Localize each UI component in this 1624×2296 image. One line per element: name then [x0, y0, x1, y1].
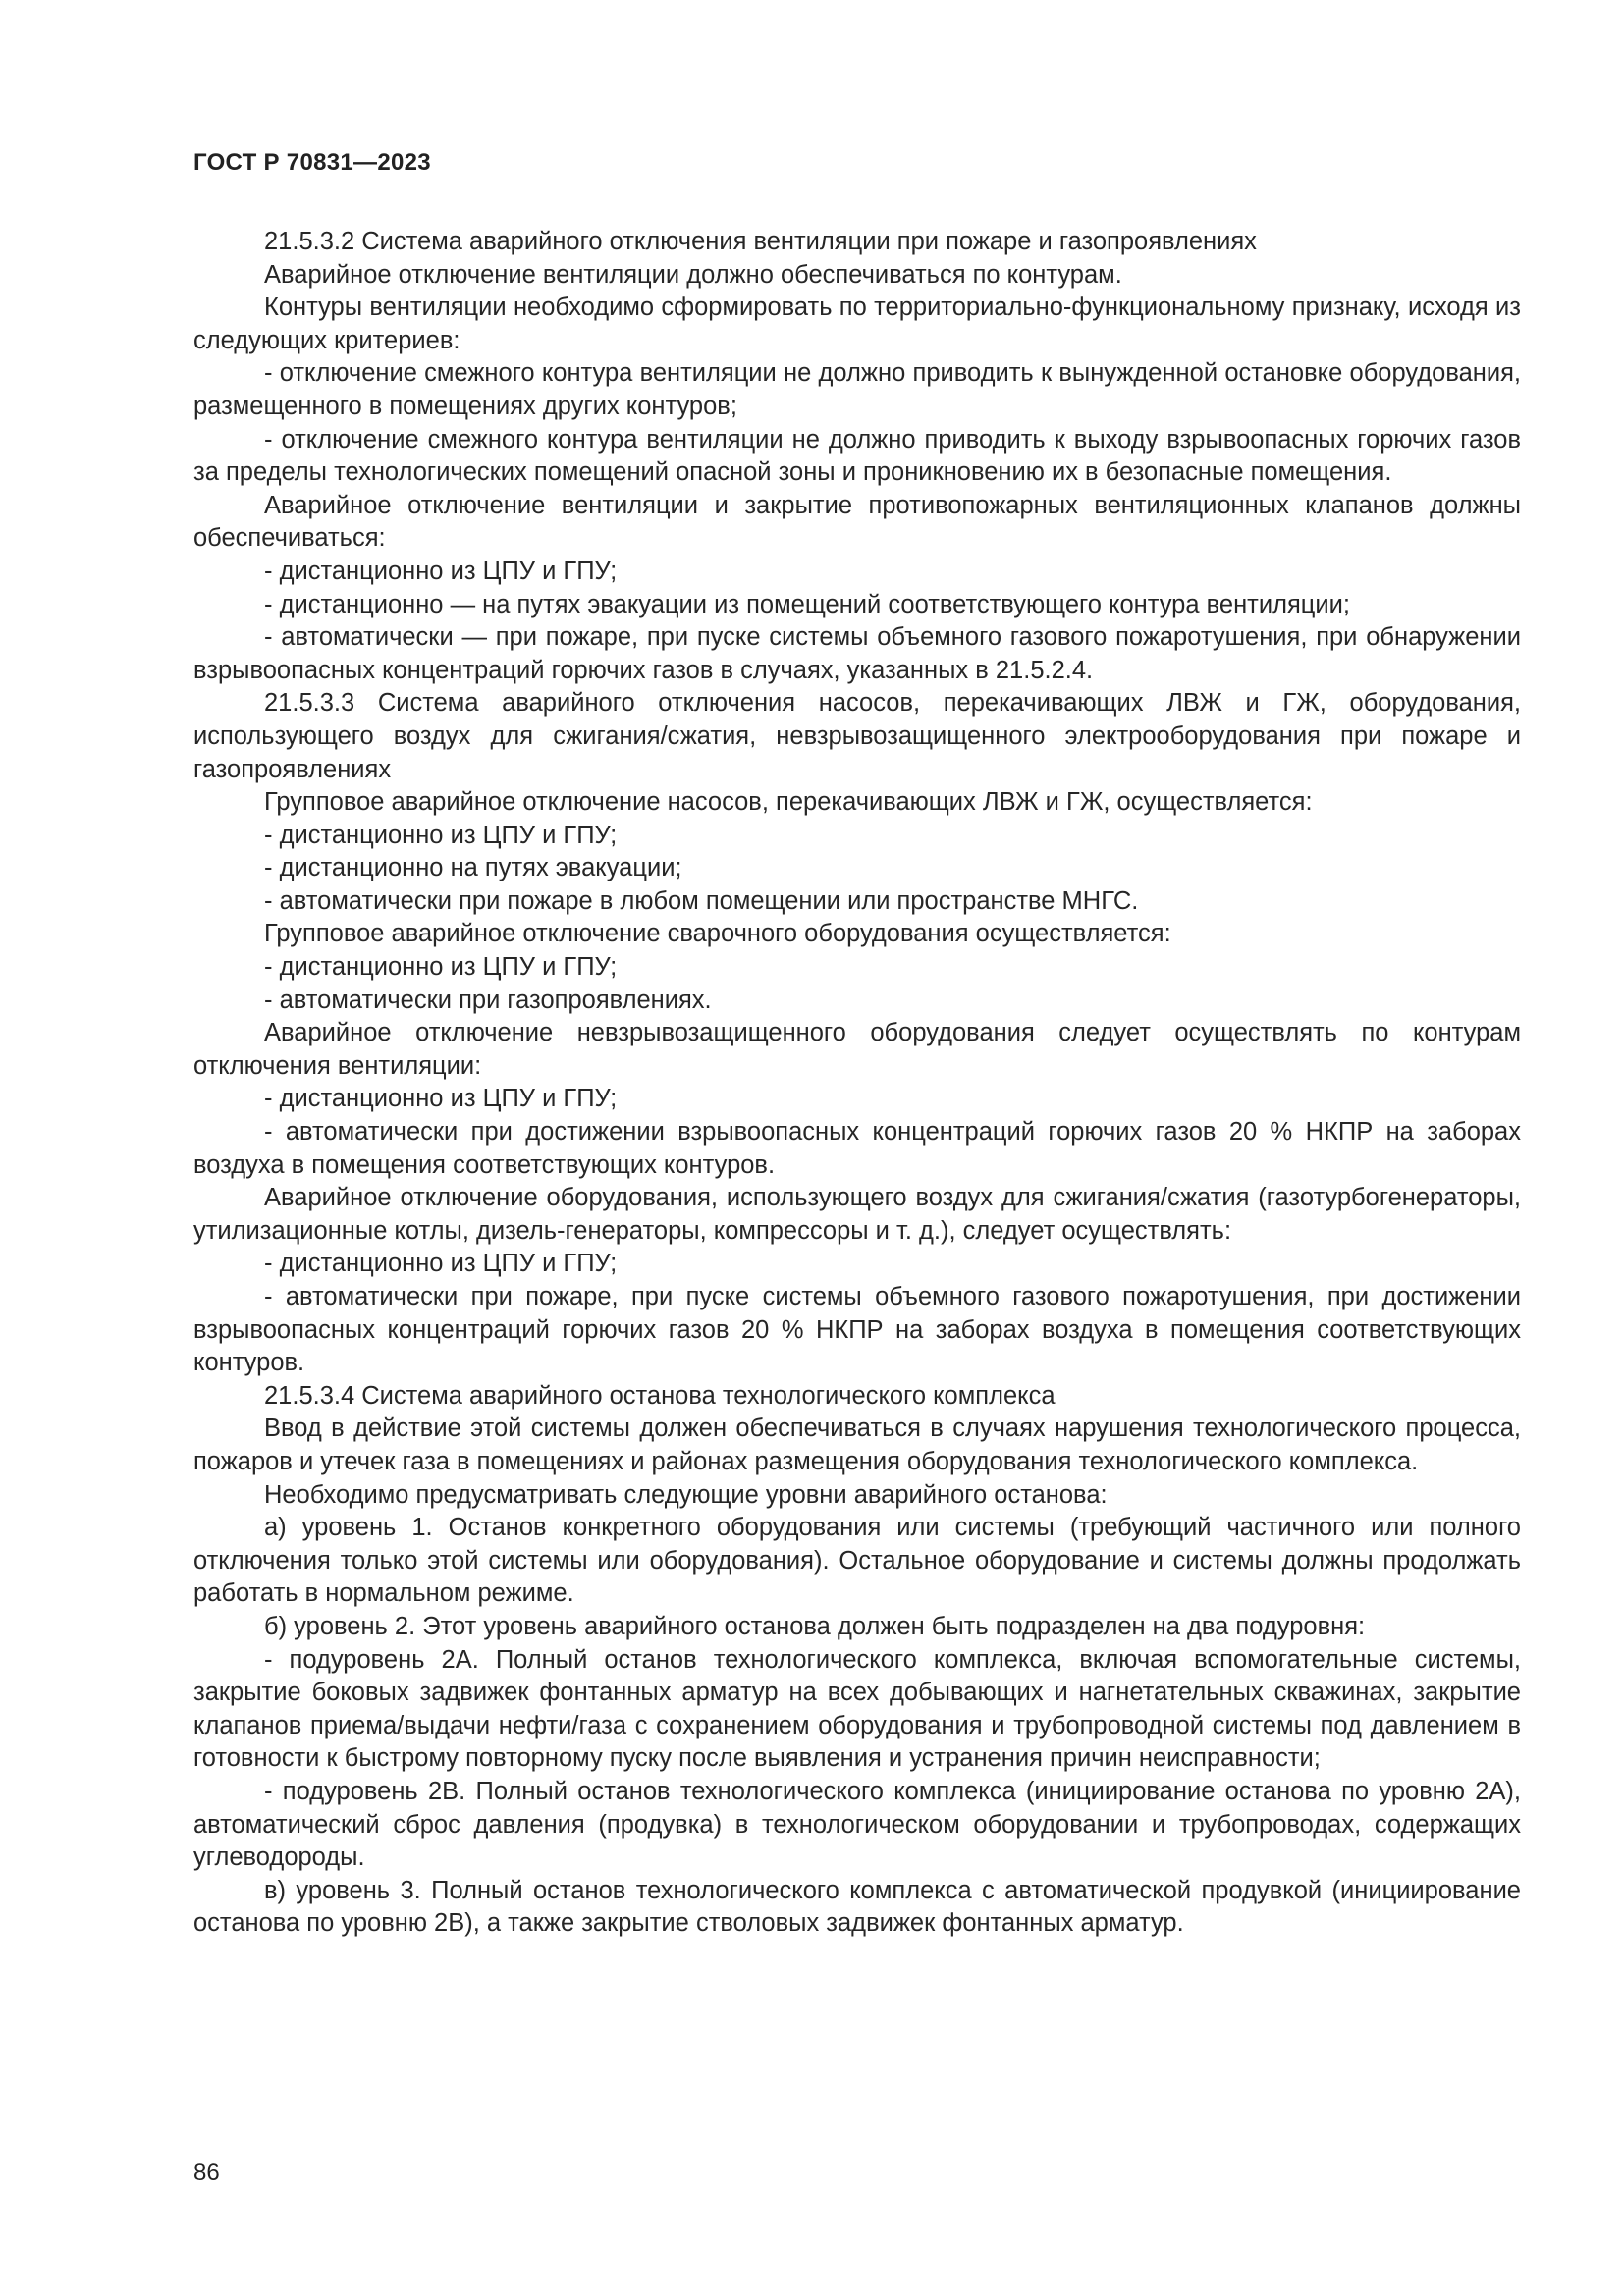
- list-item: - автоматически при газопроявлениях.: [264, 986, 712, 1014]
- list-item: - подуровень 2А. Полный останов технологического комплекса, включая вспомогательные системы, закрытие боковых задвижек фонтанных арматур на всех добывающих и нагнетательных скважинах, закрытие клапанов приема/выдачи нефти/газа с сохранением оборудования и трубопроводной системы под давлением в готовности к быстрому повторному пуску после выявления и устранения причин неисправности;: [193, 1645, 1521, 1773]
- paragraph: Аварийное отключение вентиляции и закрытие противопожарных вентиляционных клапанов должны обеспечиваться:: [193, 491, 1521, 553]
- list-item: - дистанционно из ЦПУ и ГПУ;: [264, 1085, 618, 1113]
- section-heading: 21.5.3.2 Система аварийного отключения вентиляции при пожаре и газопроявлениях: [264, 228, 1257, 255]
- list-item: б) уровень 2. Этот уровень аварийного останова должен быть подразделен на два подуровня:: [264, 1612, 1366, 1640]
- paragraph: Необходимо предусматривать следующие уровни аварийного останова:: [264, 1480, 1108, 1509]
- paragraph: Аварийное отключение оборудования, использующего воздух для сжигания/сжатия (газотурбогенераторы, утилизационные котлы, дизель-генераторы, компрессоры и т. д.), следует осуществлять:: [193, 1184, 1521, 1245]
- paragraph: Аварийное отключение невзрывозащищенного оборудования следует осуществлять по контурам отключения вентиляции:: [193, 1019, 1521, 1080]
- list-item: - автоматически при пожаре, при пуске системы объемного газового пожаротушения, при достижении взрывоопасных концентраций горючих газов 20 % НКПР на заборах воздуха в помещения соответствующих контуров.: [193, 1283, 1521, 1377]
- document-body: [193, 226, 1521, 1941]
- list-item: - отключение смежного контура вентиляции не должно приводить к выходу взрывоопасных горючих газов за пределы технологических помещений опасной зоны и проникновению их в безопасные помещения.: [193, 425, 1521, 487]
- section-heading: 21.5.3.3 Система аварийного отключения насосов, перекачивающих ЛВЖ и ГЖ, оборудования, использующего воздух для сжигания/сжатия, невзрывозащищенного электрооборудования при пожаре и газопроявлениях: [193, 689, 1521, 783]
- paragraph: Контуры вентиляции необходимо сформировать по территориально-функциональному признаку, исходя из следующих критериев:: [193, 294, 1521, 354]
- list-item: в) уровень 3. Полный останов технологического комплекса с автоматической продувкой (инициирование останова по уровню 2В), а также закрытие стволовых задвижек фонтанных арматур.: [193, 1876, 1521, 1938]
- paragraph: Аварийное отключение вентиляции должно обеспечиваться по контурам.: [264, 260, 1122, 289]
- list-item: - дистанционно из ЦПУ и ГПУ;: [264, 1250, 618, 1278]
- list-item: - дистанционно из ЦПУ и ГПУ;: [264, 821, 618, 849]
- paragraph: Групповое аварийное отключение сварочного оборудования осуществляется:: [264, 920, 1171, 948]
- standard-header: ГОСТ Р 70831—2023: [193, 149, 431, 176]
- list-item: - отключение смежного контура вентиляции не должно приводить к вынужденной остановке оборудования, размещенного в помещениях других контуров;: [193, 359, 1521, 420]
- list-item: - дистанционно из ЦПУ и ГПУ;: [264, 557, 618, 585]
- list-item: - дистанционно на путях эвакуации;: [264, 854, 682, 882]
- list-item: - дистанционно — на путях эвакуации из помещений соответствующего контура вентиляции;: [264, 590, 1350, 618]
- list-item: - подуровень 2В. Полный останов технологического комплекса (инициирование останова по уровню 2А), автоматический сброс давления (продувка) в технологическом оборудовании и трубопроводах, содержащих углеводороды.: [193, 1777, 1521, 1872]
- list-item: - автоматически при пожаре в любом помещении или пространстве МНГС.: [264, 886, 1139, 915]
- list-item: - дистанционно из ЦПУ и ГПУ;: [264, 953, 618, 982]
- paragraph: Групповое аварийное отключение насосов, перекачивающих ЛВЖ и ГЖ, осуществляется:: [264, 788, 1313, 817]
- list-item: а) уровень 1. Останов конкретного оборудования или системы (требующий частичного или полного отключения только этой системы или оборудования). Остальное оборудование и системы должны продолжать работать в нормальном режиме.: [193, 1514, 1521, 1608]
- page-number: 86: [193, 2160, 220, 2186]
- list-item: - автоматически при достижении взрывоопасных концентраций горючих газов 20 % НКПР на заборах воздуха в помещения соответствующих контуров.: [193, 1118, 1521, 1179]
- paragraph: Ввод в действие этой системы должен обеспечиваться в случаях нарушения технологического процесса, пожаров и утечек газа в помещениях и районах размещения оборудования технологического комплекса.: [193, 1415, 1521, 1475]
- list-item: - автоматически — при пожаре, при пуске системы объемного газового пожаротушения, при обнаружении взрывоопасных концентраций горючих газов в случаях, указанных в 21.5.2.4.: [193, 623, 1521, 684]
- section-heading: 21.5.3.4 Система аварийного останова технологического комплекса: [264, 1381, 1056, 1410]
